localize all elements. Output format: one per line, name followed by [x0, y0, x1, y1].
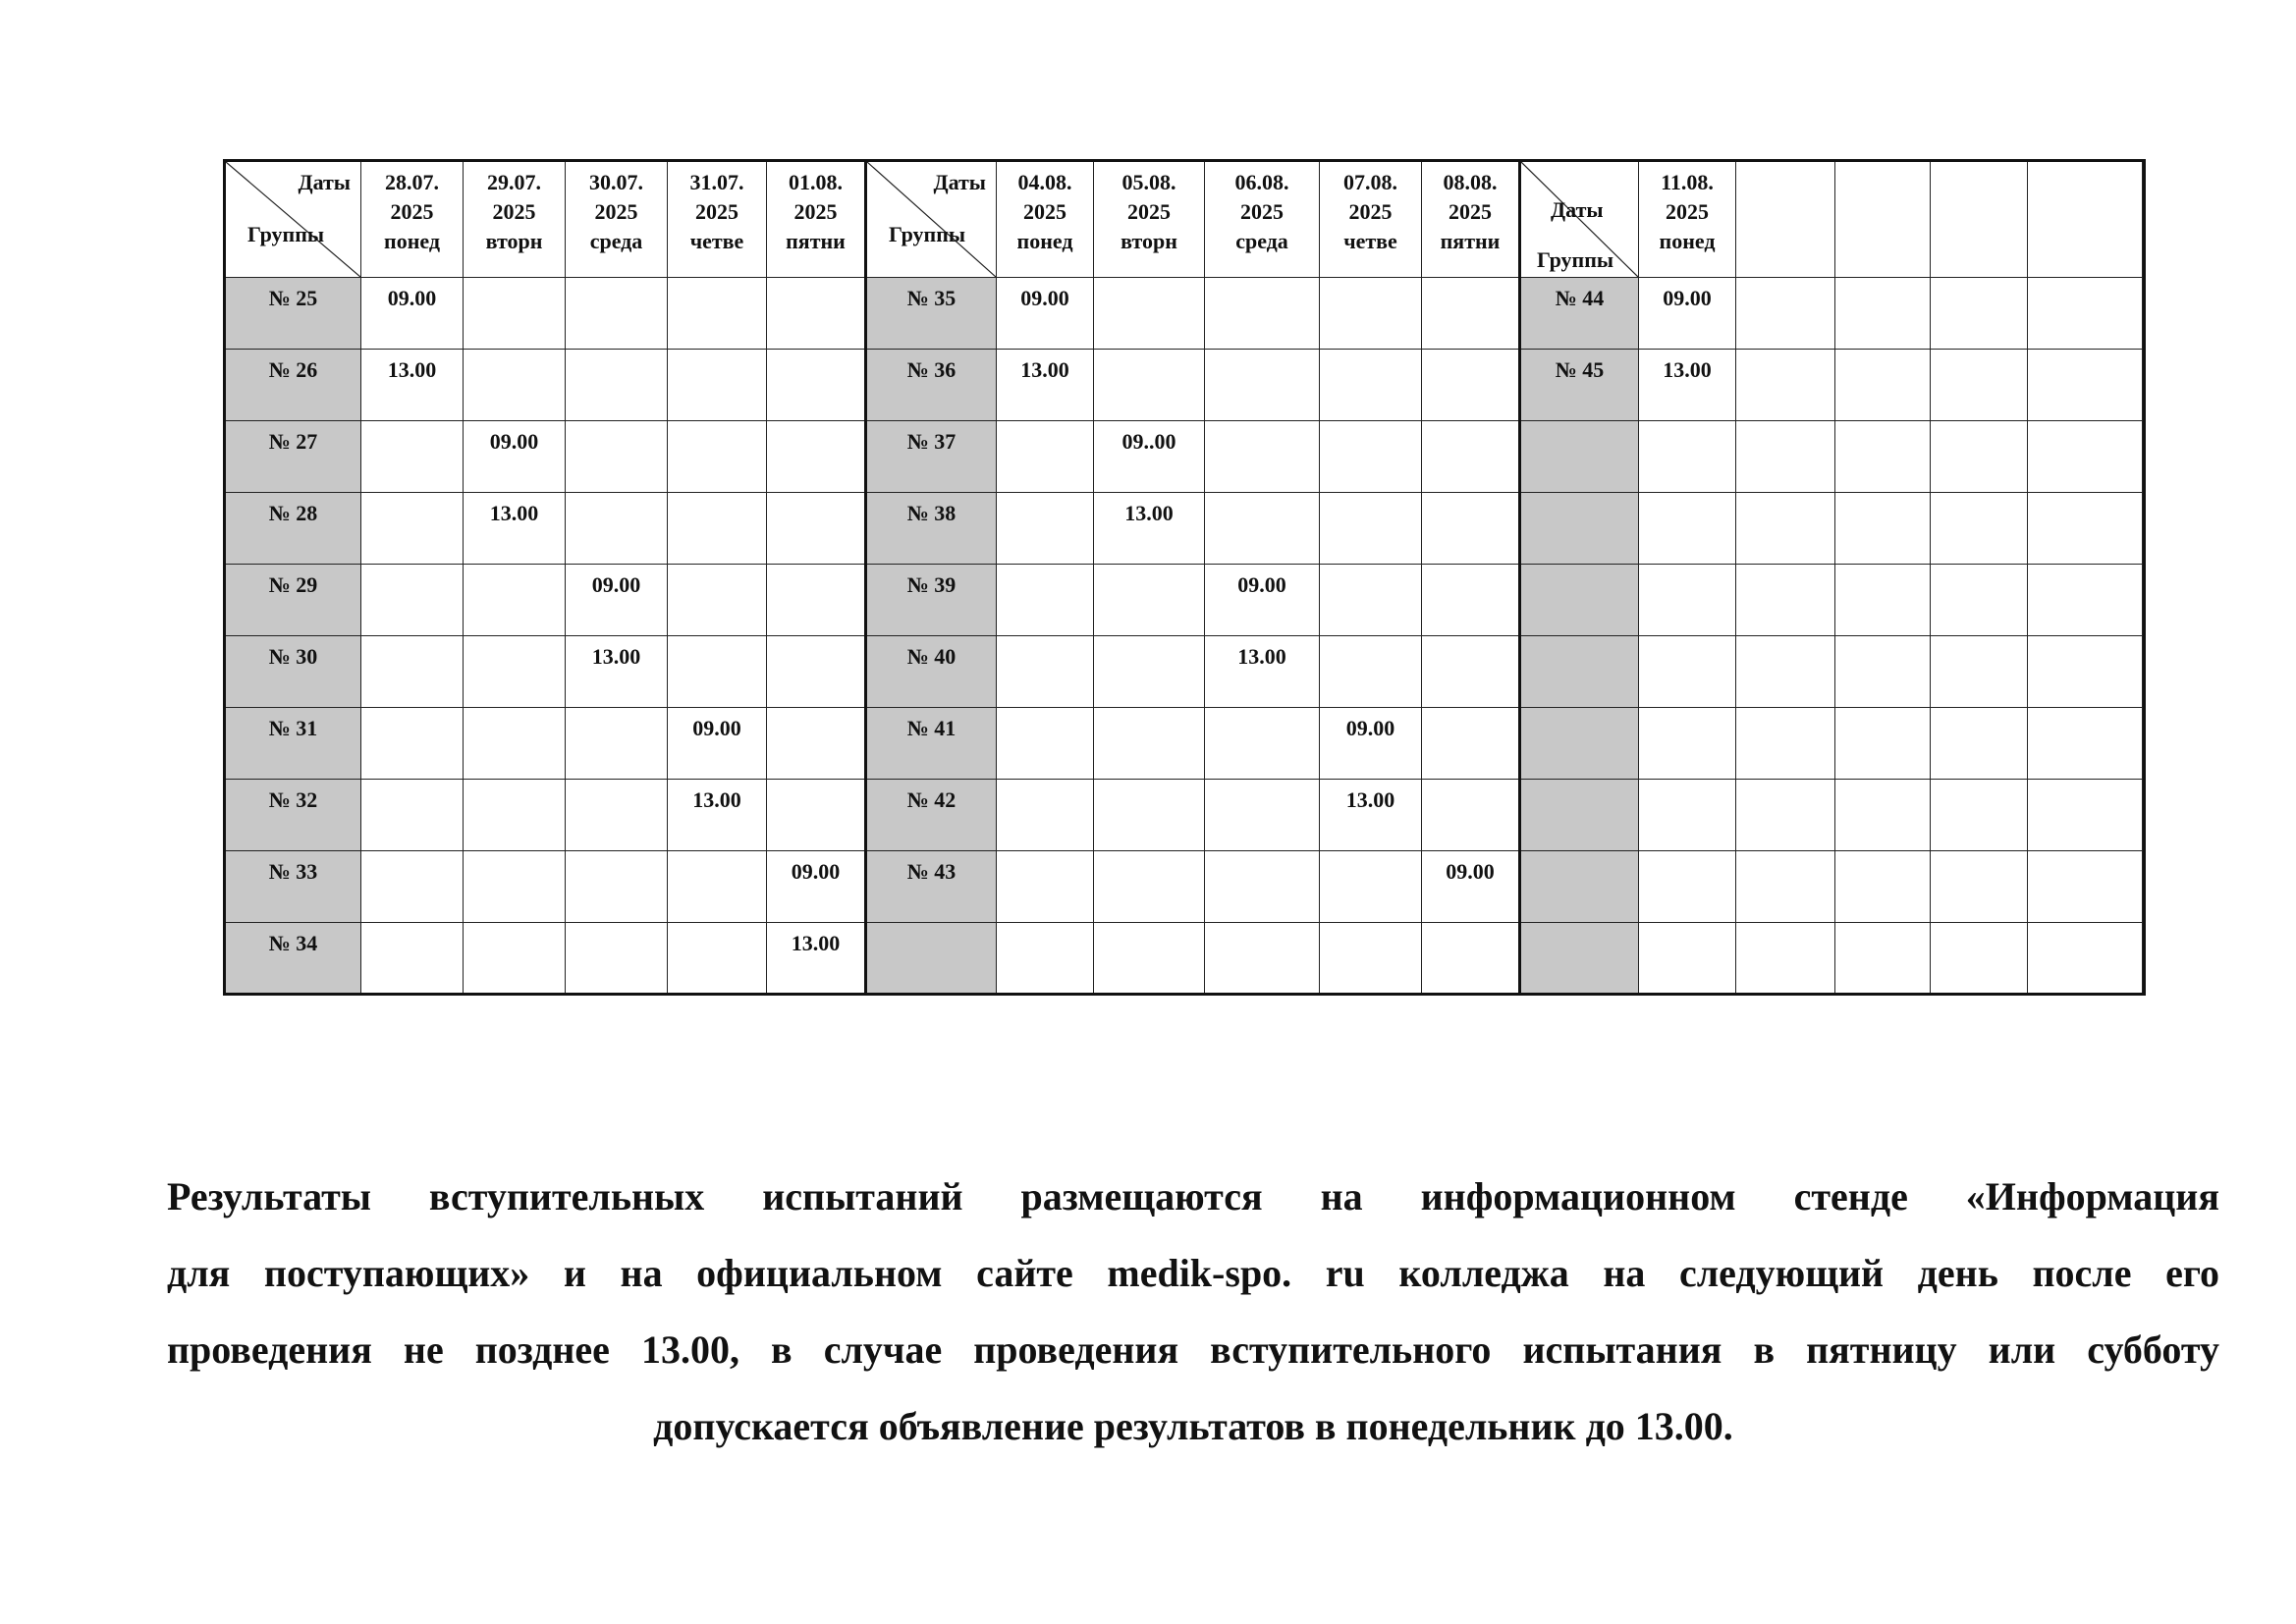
- notice-line: для поступающих» и на официальном сайте medik-spo. ru колледжа на следующий день после его: [167, 1251, 2219, 1295]
- time-cell: 09.00: [668, 708, 767, 780]
- time-cell: [566, 350, 668, 421]
- time-cell: [1094, 780, 1205, 851]
- time-cell: [2028, 565, 2143, 636]
- corner-cell: [1520, 161, 1639, 278]
- time-cell: [1931, 493, 2028, 565]
- time-cell: [1835, 565, 1931, 636]
- time-cell: [668, 350, 767, 421]
- corner-groups-label: Группы: [889, 222, 966, 246]
- time-cell: [1931, 780, 2028, 851]
- time-cell: [668, 923, 767, 995]
- group-cell: № 29: [225, 565, 361, 636]
- time-cell: [566, 923, 668, 995]
- group-cell: № 27: [225, 421, 361, 493]
- time-cell: 13.00: [1094, 493, 1205, 565]
- date-header: 04.08. 2025 понед: [997, 161, 1094, 278]
- group-cell: № 39: [866, 565, 997, 636]
- time-cell: [1320, 278, 1422, 350]
- date-header: 01.08. 2025 пятни: [767, 161, 866, 278]
- time-cell: [1320, 565, 1422, 636]
- group-cell: [1520, 708, 1639, 780]
- time-cell: [1422, 278, 1520, 350]
- table-row: [225, 278, 2145, 350]
- group-cell: № 41: [866, 708, 997, 780]
- group-cell: [1520, 421, 1639, 493]
- group-cell: № 35: [866, 278, 997, 350]
- time-cell: 13.00: [1205, 636, 1320, 708]
- time-cell: [1422, 708, 1520, 780]
- time-cell: [1931, 851, 2028, 923]
- time-cell: [1205, 350, 1320, 421]
- table-row: [225, 350, 2145, 421]
- date-header: 28.07. 2025 понед: [361, 161, 464, 278]
- time-cell: [464, 708, 566, 780]
- time-cell: [1736, 421, 1835, 493]
- time-cell: [1835, 708, 1931, 780]
- date-header: 05.08. 2025 вторн: [1094, 161, 1205, 278]
- time-cell: [1422, 565, 1520, 636]
- notice-line: проведения не позднее 13.00, в случае проведения вступительного испытания в пятницу или субботу: [167, 1327, 2219, 1372]
- time-cell: [2028, 780, 2143, 851]
- empty-header: [2143, 161, 2145, 278]
- time-cell: [1931, 565, 2028, 636]
- time-cell: [1205, 708, 1320, 780]
- group-cell: № 28: [225, 493, 361, 565]
- time-cell: [2143, 923, 2145, 995]
- time-cell: [1422, 493, 1520, 565]
- group-cell: № 34: [225, 923, 361, 995]
- time-cell: [1422, 923, 1520, 995]
- time-cell: 09.00: [1639, 278, 1736, 350]
- time-cell: [1639, 565, 1736, 636]
- time-cell: [2028, 923, 2143, 995]
- time-cell: [767, 493, 866, 565]
- time-cell: [1205, 851, 1320, 923]
- group-cell: [1520, 851, 1639, 923]
- schedule-body: [225, 278, 2145, 995]
- time-cell: 09.00: [767, 851, 866, 923]
- time-cell: [2143, 493, 2145, 565]
- time-cell: [1205, 493, 1320, 565]
- time-cell: 13.00: [997, 350, 1094, 421]
- time-cell: [464, 278, 566, 350]
- time-cell: [1639, 493, 1736, 565]
- time-cell: [997, 851, 1094, 923]
- time-cell: [1835, 923, 1931, 995]
- time-cell: [668, 493, 767, 565]
- group-cell: [1520, 780, 1639, 851]
- time-cell: 13.00: [767, 923, 866, 995]
- time-cell: [1736, 851, 1835, 923]
- time-cell: [1205, 780, 1320, 851]
- time-cell: [997, 421, 1094, 493]
- time-cell: [361, 780, 464, 851]
- group-cell: № 32: [225, 780, 361, 851]
- time-cell: [1835, 278, 1931, 350]
- time-cell: [1422, 421, 1520, 493]
- time-cell: [668, 421, 767, 493]
- time-cell: [767, 636, 866, 708]
- time-cell: [1094, 565, 1205, 636]
- time-cell: [668, 851, 767, 923]
- time-cell: [1422, 780, 1520, 851]
- time-cell: [1639, 708, 1736, 780]
- time-cell: 09.00: [361, 278, 464, 350]
- time-cell: [2143, 421, 2145, 493]
- time-cell: [668, 278, 767, 350]
- time-cell: [1835, 851, 1931, 923]
- time-cell: 09.00: [1320, 708, 1422, 780]
- time-cell: 13.00: [361, 350, 464, 421]
- time-cell: 13.00: [1639, 350, 1736, 421]
- date-header: 31.07. 2025 четве: [668, 161, 767, 278]
- time-cell: [464, 923, 566, 995]
- empty-header: [1931, 161, 2028, 278]
- time-cell: [1931, 636, 2028, 708]
- corner-cell: [866, 161, 997, 278]
- corner-dates-label: Даты: [298, 170, 351, 194]
- time-cell: [1736, 923, 1835, 995]
- date-header: 08.08. 2025 пятни: [1422, 161, 1520, 278]
- time-cell: [767, 278, 866, 350]
- table-row: [225, 780, 2145, 851]
- time-cell: [1931, 278, 2028, 350]
- time-cell: [2143, 636, 2145, 708]
- time-cell: 09.00: [464, 421, 566, 493]
- time-cell: [1422, 636, 1520, 708]
- group-cell: [1520, 636, 1639, 708]
- time-cell: [2028, 493, 2143, 565]
- time-cell: [464, 565, 566, 636]
- notice-line: допускается объявление результатов в понедельник до 13.00.: [653, 1404, 1733, 1448]
- time-cell: [1205, 421, 1320, 493]
- time-cell: [361, 421, 464, 493]
- time-cell: [361, 636, 464, 708]
- time-cell: [668, 636, 767, 708]
- empty-header: [1835, 161, 1931, 278]
- time-cell: 13.00: [464, 493, 566, 565]
- time-cell: [464, 350, 566, 421]
- time-cell: [566, 421, 668, 493]
- group-cell: [1520, 493, 1639, 565]
- time-cell: [566, 851, 668, 923]
- time-cell: [2143, 565, 2145, 636]
- time-cell: [997, 923, 1094, 995]
- results-notice: [167, 1159, 2219, 1465]
- time-cell: [1835, 421, 1931, 493]
- time-cell: [1736, 493, 1835, 565]
- time-cell: [1736, 636, 1835, 708]
- time-cell: [1094, 851, 1205, 923]
- time-cell: [566, 780, 668, 851]
- corner-groups-label: Группы: [1537, 247, 1614, 272]
- time-cell: [997, 493, 1094, 565]
- time-cell: [1094, 636, 1205, 708]
- time-cell: [1639, 780, 1736, 851]
- time-cell: [1320, 851, 1422, 923]
- time-cell: [1736, 780, 1835, 851]
- time-cell: [1835, 350, 1931, 421]
- time-cell: [1639, 636, 1736, 708]
- table-row: [225, 636, 2145, 708]
- corner-dates-label: Даты: [1551, 197, 1604, 222]
- corner-groups-label: Группы: [247, 222, 325, 246]
- time-cell: 13.00: [566, 636, 668, 708]
- group-cell: № 45: [1520, 350, 1639, 421]
- corner-cell: [225, 161, 361, 278]
- table-row: [225, 421, 2145, 493]
- group-cell: № 25: [225, 278, 361, 350]
- time-cell: [997, 565, 1094, 636]
- time-cell: [2143, 278, 2145, 350]
- time-cell: [1320, 493, 1422, 565]
- date-header: 30.07. 2025 среда: [566, 161, 668, 278]
- group-cell: [1520, 565, 1639, 636]
- time-cell: [1205, 923, 1320, 995]
- time-cell: [997, 708, 1094, 780]
- date-header: 07.08. 2025 четве: [1320, 161, 1422, 278]
- time-cell: 13.00: [668, 780, 767, 851]
- time-cell: [1094, 278, 1205, 350]
- time-cell: 09.00: [1422, 851, 1520, 923]
- time-cell: [464, 851, 566, 923]
- time-cell: [997, 780, 1094, 851]
- date-header: 06.08. 2025 среда: [1205, 161, 1320, 278]
- empty-header: [1736, 161, 1835, 278]
- time-cell: [2143, 851, 2145, 923]
- time-cell: [2028, 278, 2143, 350]
- empty-header: [2028, 161, 2143, 278]
- table-row: [225, 708, 2145, 780]
- time-cell: [361, 565, 464, 636]
- time-cell: [1320, 350, 1422, 421]
- time-cell: [2028, 421, 2143, 493]
- time-cell: [1320, 636, 1422, 708]
- time-cell: [1639, 421, 1736, 493]
- time-cell: [1422, 350, 1520, 421]
- corner-dates-label: Даты: [933, 170, 986, 194]
- group-cell: № 36: [866, 350, 997, 421]
- time-cell: [464, 636, 566, 708]
- time-cell: [767, 708, 866, 780]
- time-cell: [1320, 923, 1422, 995]
- group-cell: № 44: [1520, 278, 1639, 350]
- header-row: [225, 161, 2145, 278]
- group-cell: № 38: [866, 493, 997, 565]
- time-cell: [1320, 421, 1422, 493]
- group-cell: № 31: [225, 708, 361, 780]
- time-cell: [1931, 350, 2028, 421]
- time-cell: 09.00: [566, 565, 668, 636]
- group-cell: № 40: [866, 636, 997, 708]
- time-cell: [2143, 350, 2145, 421]
- time-cell: [1931, 923, 2028, 995]
- time-cell: [1931, 708, 2028, 780]
- time-cell: 13.00: [1320, 780, 1422, 851]
- time-cell: [767, 421, 866, 493]
- time-cell: [566, 278, 668, 350]
- time-cell: [2028, 350, 2143, 421]
- table-row: [225, 923, 2145, 995]
- time-cell: [464, 780, 566, 851]
- date-header: 11.08. 2025 понед: [1639, 161, 1736, 278]
- time-cell: [1835, 780, 1931, 851]
- time-cell: [997, 636, 1094, 708]
- group-cell: № 26: [225, 350, 361, 421]
- time-cell: [1931, 421, 2028, 493]
- time-cell: [566, 708, 668, 780]
- time-cell: [668, 565, 767, 636]
- time-cell: 09.00: [997, 278, 1094, 350]
- time-cell: [1736, 350, 1835, 421]
- time-cell: [1835, 493, 1931, 565]
- time-cell: [361, 851, 464, 923]
- table-row: [225, 493, 2145, 565]
- time-cell: [2028, 708, 2143, 780]
- schedule-table: [223, 159, 2146, 996]
- time-cell: [1639, 923, 1736, 995]
- time-cell: [361, 708, 464, 780]
- group-cell: № 33: [225, 851, 361, 923]
- group-cell: [866, 923, 997, 995]
- time-cell: [1639, 851, 1736, 923]
- table-row: [225, 565, 2145, 636]
- group-cell: № 42: [866, 780, 997, 851]
- time-cell: [1736, 565, 1835, 636]
- time-cell: 09..00: [1094, 421, 1205, 493]
- time-cell: 09.00: [1205, 565, 1320, 636]
- time-cell: [2143, 780, 2145, 851]
- time-cell: [767, 350, 866, 421]
- table-row: [225, 851, 2145, 923]
- time-cell: [767, 565, 866, 636]
- time-cell: [767, 780, 866, 851]
- time-cell: [2028, 636, 2143, 708]
- time-cell: [1094, 350, 1205, 421]
- group-cell: № 30: [225, 636, 361, 708]
- time-cell: [566, 493, 668, 565]
- time-cell: [1094, 923, 1205, 995]
- time-cell: [361, 923, 464, 995]
- group-cell: [1520, 923, 1639, 995]
- group-cell: № 43: [866, 851, 997, 923]
- notice-line: Результаты вступительных испытаний размещаются на информационном стенде «Информация: [167, 1174, 2219, 1218]
- time-cell: [1736, 708, 1835, 780]
- time-cell: [1094, 708, 1205, 780]
- date-header: 29.07. 2025 вторн: [464, 161, 566, 278]
- time-cell: [1736, 278, 1835, 350]
- group-cell: № 37: [866, 421, 997, 493]
- time-cell: [2028, 851, 2143, 923]
- time-cell: [2143, 708, 2145, 780]
- time-cell: [1205, 278, 1320, 350]
- time-cell: [1835, 636, 1931, 708]
- time-cell: [361, 493, 464, 565]
